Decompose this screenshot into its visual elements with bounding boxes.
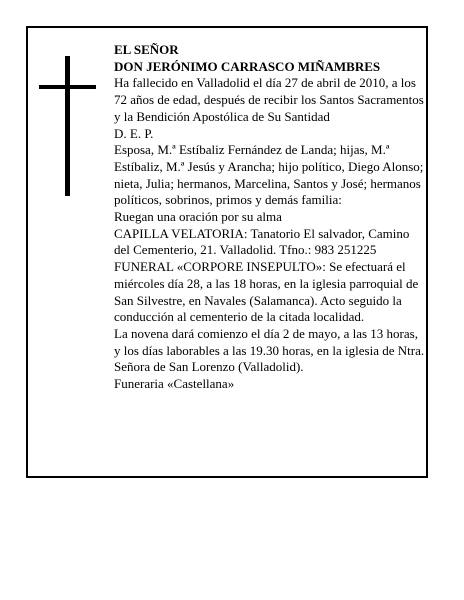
funeral-home: Funeraria «Castellana»	[114, 376, 235, 392]
cross-vertical-bar	[65, 56, 70, 196]
rip-line: D. E. P.	[114, 125, 154, 141]
deceased-name: DON JERÓNIMO CARRASCO MIÑAMBRES	[114, 58, 381, 74]
latin-cross-icon	[39, 56, 99, 196]
family-paragraph: Esposa, M.ª Estíbaliz Fernández de Landa; hijas, M.ª Estíbaliz, M.ª Jesús y Arancha; hijo político, Diego Alonso; nieta, Julia; hermanos, Marcelina, Santos y José; hermanos políticos, sobrinos, primos y demás familia:	[114, 142, 424, 208]
novena-paragraph: La novena dará comienzo el día 2 de mayo, a las 13 horas, y los días laborables a las 19.30 horas, en la iglesia de Ntra. Señora de San Lorenzo (Valladolid).	[114, 325, 425, 375]
obituary-notice	[26, 26, 428, 478]
funeral-paragraph: FUNERAL «CORPORE INSEPULTO»: Se efectuará el miércoles día 28, a las 18 horas, en la iglesia parroquial de San Silvestre, en Navales (Salamanca). Acto seguido la conducción al cementerio de la citada localidad.	[114, 259, 419, 325]
notice-text-block	[114, 42, 426, 393]
cross-horizontal-bar	[39, 85, 96, 89]
notice-title-line1: EL SEÑOR	[114, 42, 179, 57]
death-paragraph: Ha fallecido en Valladolid el día 27 de abril de 2010, a los 72 años de edad, después de recibir los Santos Sacramentos y la Bendición Apostólica de Su Santidad	[114, 75, 424, 124]
chapel-paragraph: CAPILLA VELATORIA: Tanatorio El salvador, Camino del Cementerio, 21. Valladolid. Tfno.: 983 251225	[114, 225, 410, 258]
prayer-line: Ruegan una oración por su alma	[114, 209, 282, 225]
